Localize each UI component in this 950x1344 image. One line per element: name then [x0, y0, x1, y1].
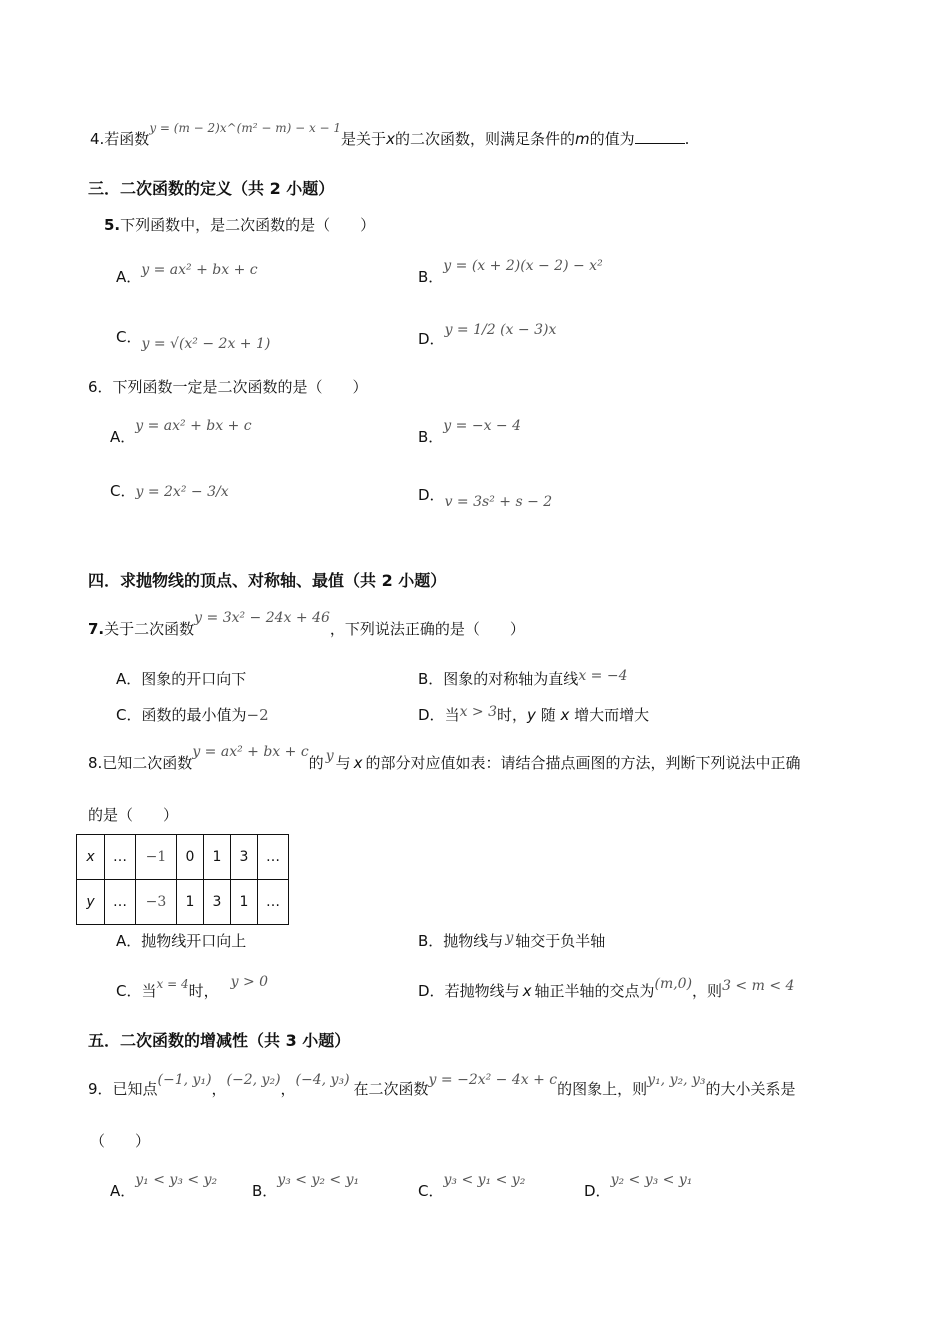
- q8-option-b-text: 抛物线与: [443, 932, 504, 950]
- section3-title: 三．二次函数的定义（共 2 小题）: [88, 179, 335, 198]
- q7-option-b-label: B．: [418, 670, 444, 688]
- q4-formula: y = (m − 2)x^(m² − m) − x − 1: [149, 121, 342, 135]
- q9-option-d-formula: y₂ < y₃ < y₁: [610, 1172, 693, 1188]
- q9-point-1: (−1, y₁): [157, 1072, 212, 1088]
- q9-prefix: 9．已知点: [88, 1080, 158, 1098]
- q8-option-d-formula: (m,0): [654, 976, 693, 992]
- q4-line: [90, 121, 690, 149]
- q8-var-x: x: [353, 754, 363, 772]
- q9-text1: 在二次函数: [353, 1080, 429, 1098]
- q8-option-d-text: 若抛物线与: [444, 982, 520, 1000]
- q9-option-b-formula: y₃ < y₂ < y₁: [277, 1172, 360, 1188]
- q8-option-d[interactable]: [418, 976, 795, 1001]
- q9-option-a-formula: y₁ < y₃ < y₂: [135, 1172, 218, 1188]
- q6-option-a-label: A．: [110, 428, 136, 446]
- q8-stem: [88, 744, 801, 773]
- q5-number: 5.: [104, 216, 121, 234]
- table-cell: 1: [177, 880, 204, 925]
- q9-formula: y = −2x² − 4x + c: [428, 1072, 558, 1088]
- table-cell: −1: [136, 835, 177, 880]
- q6-option-b-formula: y = −x − 4: [443, 418, 522, 434]
- q8-option-c[interactable]: [116, 974, 269, 1001]
- q9-option-a-label: A．: [110, 1182, 136, 1200]
- q6-option-c[interactable]: [110, 480, 229, 501]
- q8-text3: 的部分对应值如表：请结合描点画图的方法，判断下列说法中正确: [365, 754, 801, 772]
- table-cell: …: [258, 880, 289, 925]
- q9-option-d-label: D．: [584, 1182, 611, 1200]
- table-cell: −3: [136, 880, 177, 925]
- q9-point-3: (−4, y₃): [295, 1072, 350, 1088]
- table-cell: …: [105, 880, 136, 925]
- q9-stem: [88, 1072, 796, 1099]
- q9-text2: 的图象上，则: [557, 1080, 648, 1098]
- q6-option-a[interactable]: [110, 414, 252, 446]
- q4-var-m: m: [574, 130, 590, 148]
- q8-option-c-formula: x = 4: [156, 977, 189, 991]
- q9-option-d[interactable]: [584, 1168, 693, 1200]
- table-cell: 1: [231, 880, 258, 925]
- q9-sep-1: ，: [211, 1080, 227, 1098]
- q8-option-c-label: C．: [116, 982, 142, 1000]
- q9-option-c-formula: y₃ < y₁ < y₂: [443, 1172, 526, 1188]
- q9-text3: 的大小关系是: [705, 1080, 796, 1098]
- q7-stem-prefix: 关于二次函数: [104, 620, 195, 638]
- q7-option-b-formula: x = −4: [578, 668, 628, 684]
- q8-option-c-formula2: y > 0: [230, 974, 269, 990]
- q7-option-c-formula: −2: [246, 706, 269, 724]
- q7-option-d-text4: 增大而增大: [574, 706, 650, 724]
- section4-title: 四．求抛物线的顶点、对称轴、最值（共 2 小题）: [88, 571, 447, 590]
- q5-option-a-formula: y = ax² + bx + c: [141, 262, 258, 278]
- q8-text2: 与: [335, 754, 351, 772]
- q7-stem-suffix: ，下列说法正确的是（ ）: [329, 620, 525, 638]
- q7-number: 7.: [88, 620, 105, 638]
- q5-stem: [104, 214, 375, 235]
- q5-option-c-formula: y = √(x² − 2x + 1): [141, 336, 271, 352]
- q9-vars: y₁, y₂, y₃: [647, 1072, 706, 1088]
- table-cell: y: [77, 880, 105, 925]
- table-row: [77, 880, 289, 925]
- q7-option-c-text: 函数的最小值为: [141, 706, 247, 724]
- q5-option-a[interactable]: [116, 258, 258, 286]
- q7-option-a[interactable]: [116, 668, 246, 689]
- q8-option-a-text: 抛物线开口向上: [141, 932, 247, 950]
- q5-option-d[interactable]: [418, 318, 557, 348]
- q5-stem-text: 下列函数中，是二次函数的是（ ）: [120, 216, 376, 234]
- q9-sep-2: ，: [280, 1080, 296, 1098]
- q8-option-d-formula2: 3 < m < 4: [722, 978, 795, 994]
- q8-option-d-text3: ，则: [692, 982, 723, 1000]
- q6-option-b[interactable]: [418, 414, 522, 446]
- table-cell: 1: [204, 835, 231, 880]
- q9-option-c[interactable]: [418, 1168, 526, 1200]
- q8-option-d-text2: 轴正半轴的交点为: [534, 982, 655, 1000]
- q7-stem: [88, 610, 525, 639]
- q8-formula: y = ax² + bx + c: [192, 744, 309, 760]
- q6-option-d-label: D．: [418, 486, 445, 504]
- q7-formula: y = 3x² − 24x + 46: [194, 610, 330, 626]
- q8-option-d-label: D．: [418, 982, 445, 1000]
- q8-value-table: [76, 834, 289, 925]
- q9-point-2: (−2, y₂): [226, 1072, 281, 1088]
- q5-option-c-label: C．: [116, 328, 142, 346]
- q4-suffix: .: [684, 130, 690, 148]
- q8-option-b-var: y: [505, 930, 514, 946]
- q7-option-d-var-y: y: [527, 706, 541, 724]
- table-cell: x: [77, 835, 105, 880]
- q9-option-b[interactable]: [252, 1168, 360, 1200]
- q6-option-b-label: B．: [418, 428, 444, 446]
- q4-text3: 的值为: [589, 130, 635, 148]
- table-cell: 3: [204, 880, 231, 925]
- q6-option-c-formula: y = 2x² − 3/x: [135, 484, 229, 500]
- table-cell: 0: [177, 835, 204, 880]
- q8-prefix: 8.已知二次函数: [88, 754, 193, 772]
- q5-option-a-label: A．: [116, 268, 142, 286]
- q8-var-y: y: [325, 748, 334, 764]
- q7-option-c-label: C．: [116, 706, 142, 724]
- q7-option-a-text: 图象的开口向下: [141, 670, 247, 688]
- q6-option-c-label: C．: [110, 482, 136, 500]
- q8-stem-line2: 的是（ ）: [88, 806, 179, 824]
- q5-option-d-label: D．: [418, 330, 445, 348]
- q4-text2: 的二次函数，则满足条件的: [394, 130, 575, 148]
- q9-stem-line2: （ ）: [90, 1132, 151, 1150]
- q7-option-d-text3: 随: [540, 706, 556, 724]
- q4-text1: 是关于: [341, 130, 387, 148]
- q4-prefix: 4.若函数: [90, 130, 150, 148]
- q9-option-a[interactable]: [110, 1168, 218, 1200]
- q9-option-c-label: C．: [418, 1182, 444, 1200]
- q7-option-d-formula: x > 3: [459, 704, 498, 720]
- q8-option-a[interactable]: [116, 930, 246, 951]
- q7-option-c[interactable]: [116, 704, 269, 725]
- table-cell: 3: [231, 835, 258, 880]
- q4-answer-blank[interactable]: [635, 129, 685, 144]
- q6-option-a-formula: y = ax² + bx + c: [135, 418, 252, 434]
- q8-option-c-text2: 时，: [188, 982, 219, 1000]
- q5-option-b-label: B．: [418, 268, 444, 286]
- table-row: [77, 835, 289, 880]
- section5-title: 五．二次函数的增减性（共 3 小题）: [88, 1031, 351, 1050]
- q5-option-b-formula: y = (x + 2)(x − 2) − x²: [443, 258, 603, 274]
- q7-option-d-text2: 时，: [497, 706, 528, 724]
- q8-text1: 的: [308, 754, 324, 772]
- q7-option-b-text: 图象的对称轴为直线: [443, 670, 579, 688]
- q7-option-d-var-x: x: [555, 706, 575, 724]
- q7-option-d-label: D．: [418, 706, 445, 724]
- q6-option-d-formula: v = 3s² + s − 2: [444, 494, 553, 510]
- q8-option-d-var: x: [522, 982, 532, 1000]
- table-cell: …: [258, 835, 289, 880]
- q8-option-b-text2: 轴交于负半轴: [515, 932, 606, 950]
- q5-option-c[interactable]: [116, 326, 271, 352]
- q8-option-b[interactable]: [418, 930, 605, 951]
- table-cell: …: [105, 835, 136, 880]
- q8-option-b-label: B．: [418, 932, 444, 950]
- q9-option-b-label: B．: [252, 1182, 278, 1200]
- q4-var-x: x: [386, 130, 395, 148]
- q8-option-a-label: A．: [116, 932, 142, 950]
- q7-option-a-label: A．: [116, 670, 142, 688]
- q7-option-b[interactable]: [418, 668, 627, 689]
- q7-option-d-text: 当: [444, 706, 460, 724]
- q7-option-d[interactable]: [418, 704, 649, 725]
- q6-option-d[interactable]: [418, 484, 553, 510]
- q6-stem: 6．下列函数一定是二次函数的是（ ）: [88, 378, 368, 396]
- q5-option-b[interactable]: [418, 254, 603, 286]
- q8-option-c-text: 当: [141, 982, 157, 1000]
- q5-option-d-formula: y = 1/2 (x − 3)x: [444, 322, 557, 338]
